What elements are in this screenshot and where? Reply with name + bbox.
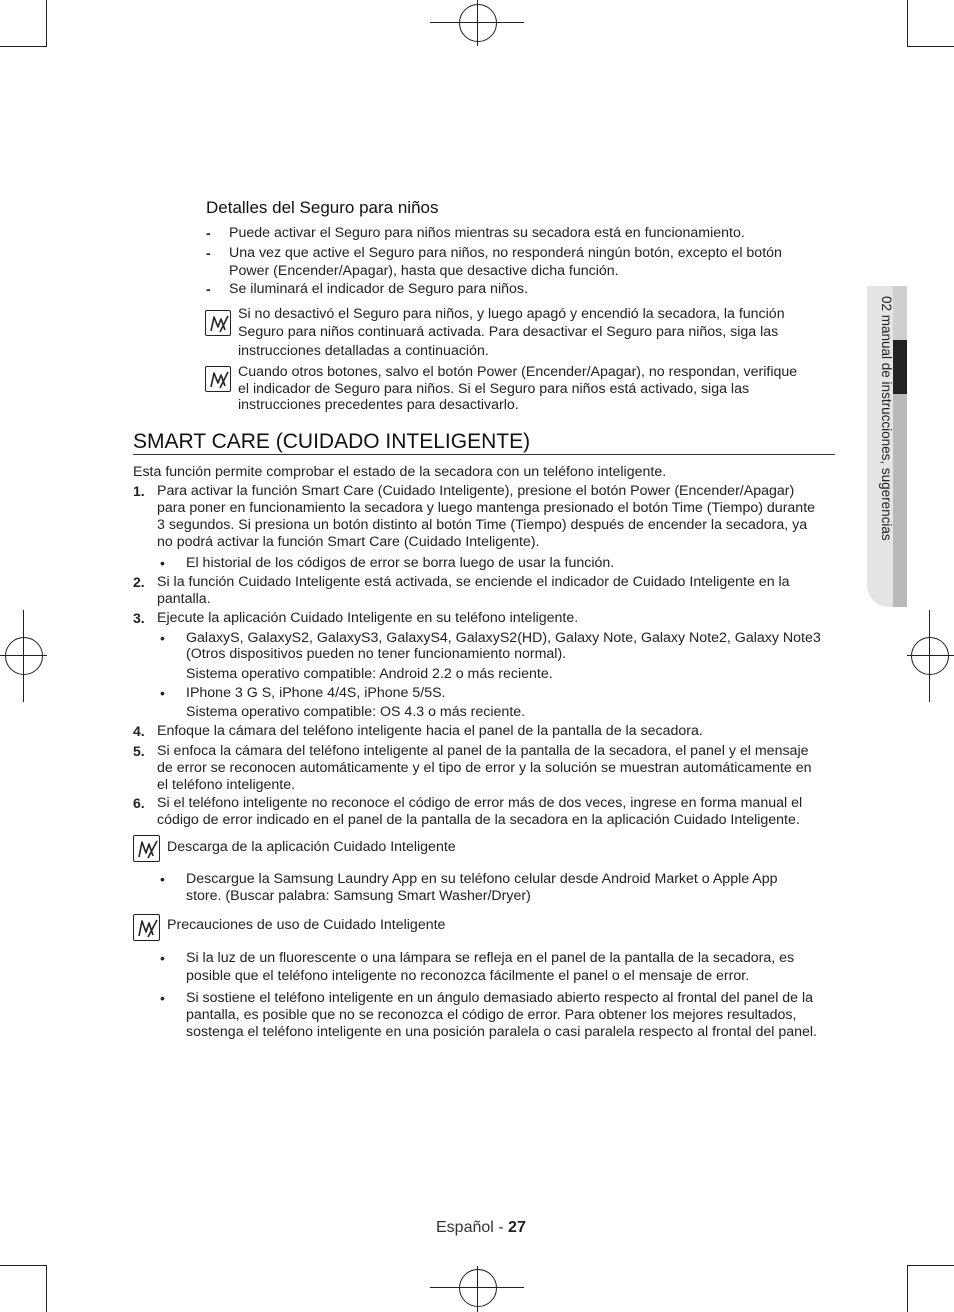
note-text: el indicador de Seguro para niños. Si el Seguro para niños está activado, siga las: [238, 381, 750, 397]
side-tab-active-bar: [893, 340, 907, 394]
bullet-text: Si la luz de un fluorescente o una lámpara se refleja en el panel de la pantalla de la secadora, es: [186, 950, 795, 966]
heading-rule: [133, 454, 835, 455]
footer-language: Español: [436, 1219, 494, 1236]
note-title: Precauciones de uso de Cuidado Inteligente: [167, 917, 446, 933]
bullet-extra: Sistema operativo compatible: OS 4.3 o más reciente.: [186, 704, 526, 720]
dash-marker: -: [206, 281, 211, 297]
bullet-text: posible que el teléfono inteligente no reconozca fácilmente el panel o el mensaje de error.: [186, 968, 750, 984]
note-title: Descarga de la aplicación Cuidado Inteligente: [167, 839, 456, 855]
dash-marker: -: [206, 245, 211, 261]
section-heading: SMART CARE (CUIDADO INTELIGENTE): [133, 430, 531, 453]
crop-mark: [907, 46, 954, 47]
side-tab-label: 02 manual de instrucciones, sugerencias: [879, 296, 894, 541]
bullet-extra: Sistema operativo compatible: Android 2.2 o más reciente.: [186, 666, 553, 682]
child-lock-title: Detalles del Seguro para niños: [206, 198, 439, 217]
crop-mark: [0, 46, 47, 47]
step-text: Para activar la función Smart Care (Cuidado Inteligente), presione el botón Power (Encender/Apagar): [157, 483, 795, 499]
bullet-text: sostenga el teléfono inteligente en una posición paralela o casi paralela respecto al frontal del panel.: [186, 1024, 817, 1040]
bullet-dot: •: [160, 555, 165, 571]
bullet-text: pantalla, es posible que no se reconozca el código de error. Para obtener los mejores resultados,: [186, 1007, 797, 1023]
bullet-text: (Otros dispositivos pueden no tener funcionamiento normal).: [186, 646, 567, 662]
crop-mark: [907, 0, 908, 47]
crop-mark: [46, 1265, 47, 1312]
note-text: Seguro para niños continuará activada. Para desactivar el Seguro para niños, siga las: [238, 324, 779, 340]
dash-marker: -: [206, 225, 211, 241]
bullet-dot: •: [160, 871, 165, 887]
step-text: para poner en funcionamiento la secadora y luego mantenga presionado el botón Time (Tiempo) durante: [157, 500, 816, 516]
crop-mark: [907, 1265, 954, 1266]
child-lock-item-text: Puede activar el Seguro para niños mientras su secadora está en funcionamiento.: [229, 225, 745, 241]
step-text: Enfoque la cámara del teléfono inteligente hacia el panel de la pantalla de la secadora.: [157, 723, 703, 739]
note-text: instrucciones detalladas a continuación.: [238, 343, 489, 359]
child-lock-item-text: Se iluminará el indicador de Seguro para niños.: [229, 281, 528, 297]
child-lock-item-text: Una vez que active el Seguro para niños, no responderá ningún botón, excepto el botón: [229, 245, 782, 261]
crop-mark: [0, 1265, 47, 1266]
step-number: 6.: [133, 795, 145, 811]
page-number: 27: [508, 1219, 526, 1236]
step-text: Si enfoca la cámara del teléfono inteligente al panel de la pantalla de la secadora, el panel y el mensaje: [157, 743, 809, 759]
note-text: instrucciones precedentes para desactivarlo.: [238, 397, 519, 413]
note-icon: [205, 366, 231, 392]
step-number: 1.: [133, 483, 145, 499]
bullet-text: Si sostiene el teléfono inteligente en un ángulo demasiado abierto respecto al frontal del panel de la: [186, 990, 814, 1006]
step-text: Ejecute la aplicación Cuidado Inteligente en su teléfono inteligente.: [157, 610, 579, 626]
page-footer: [436, 1218, 526, 1238]
step-number: 5.: [133, 743, 145, 759]
step-text: de error se reconocen automáticamente y el tipo de error y la solución se muestran automáticamente en: [157, 760, 812, 776]
step-text: el teléfono inteligente.: [157, 777, 296, 793]
step-number: 3.: [133, 610, 145, 626]
bullet-text: IPhone 3 G S, iPhone 4/4S, iPhone 5/5S.: [186, 685, 446, 701]
intro-text: Esta función permite comprobar el estado de la secadora con un teléfono inteligente.: [133, 464, 667, 480]
side-tab-bar: [893, 286, 907, 340]
bullet-dot: •: [160, 685, 165, 701]
note-icon: [133, 835, 160, 862]
step-text: pantalla.: [157, 591, 211, 607]
crop-mark: [46, 0, 47, 47]
note-text: Si no desactivó el Seguro para niños, y luego apagó y encendió la secadora, la función: [238, 306, 785, 322]
step-text: 3 segundos. Si presiona un botón distinto al botón Time (Tiempo) después de encender la secadora, ya: [157, 517, 808, 533]
bullet-text: Descargue la Samsung Laundry App en su teléfono celular desde Android Market o Apple App: [186, 871, 778, 887]
crop-mark: [907, 1265, 908, 1312]
step-text: Si la función Cuidado Inteligente está activada, se enciende el indicador de Cuidado Inteligente en la: [157, 574, 790, 590]
step-text: código de error indicado en el panel de la pantalla de la secadora en la aplicación Cuidado Inteligente.: [157, 812, 800, 828]
child-lock-item-text: Power (Encender/Apagar), hasta que desactive dicha función.: [229, 263, 619, 279]
side-tab-bar: [893, 394, 907, 607]
bullet-text: store. (Buscar palabra: Samsung Smart Washer/Dryer): [186, 888, 531, 904]
bullet-dot: •: [160, 990, 165, 1006]
footer-separator: -: [493, 1219, 509, 1236]
step-text: Si el teléfono inteligente no reconoce el código de error más de dos veces, ingrese en forma manual el: [157, 795, 803, 811]
bullet-dot: •: [160, 630, 165, 646]
note-icon: [205, 310, 231, 336]
bullet-text: GalaxyS, GalaxyS2, GalaxyS3, GalaxyS4, GalaxyS2(HD), Galaxy Note, Galaxy Note2, Galaxy Note3: [186, 630, 821, 646]
note-icon: [133, 914, 160, 941]
step-text: no podrá activar la función Smart Care (Cuidado Inteligente).: [157, 534, 540, 550]
note-text: Cuando otros botones, salvo el botón Power (Encender/Apagar), no respondan, verifique: [238, 364, 798, 380]
bullet-dot: •: [160, 950, 165, 966]
step-number: 2.: [133, 574, 145, 590]
step-number: 4.: [133, 723, 145, 739]
bullet-text: El historial de los códigos de error se borra luego de usar la función.: [186, 555, 615, 571]
